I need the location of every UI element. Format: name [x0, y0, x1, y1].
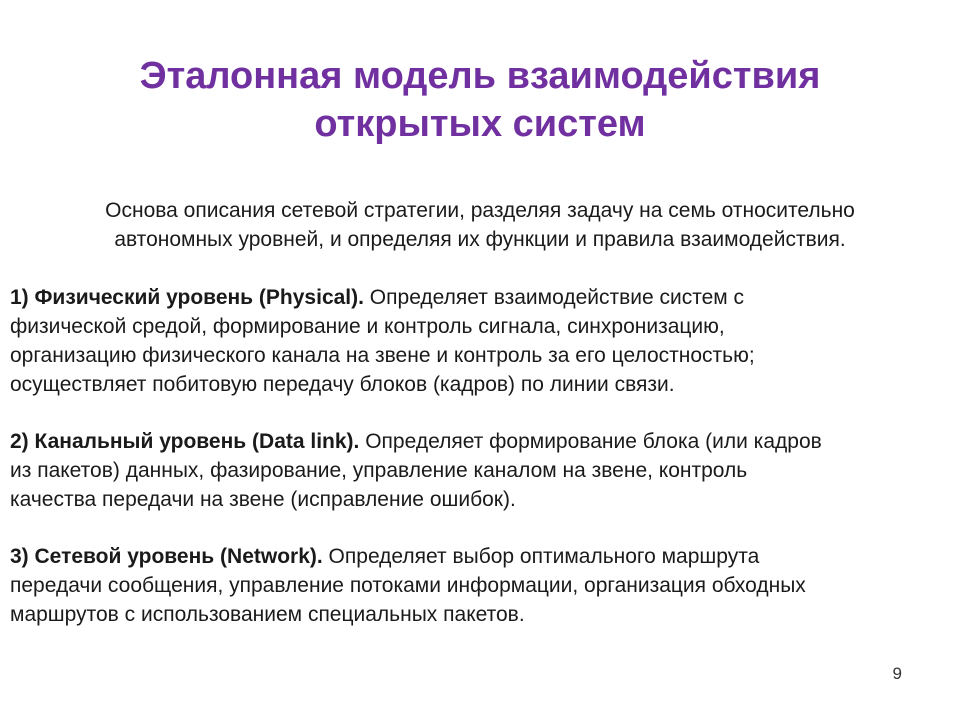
- layer-first-line: [10, 427, 930, 456]
- layer-heading: 2) Канальный уровень (Data link).: [10, 430, 360, 453]
- osi-layers-list: [10, 283, 930, 657]
- intro-line-1: Основа описания сетевой стратегии, разделяя задачу на семь относительно: [105, 199, 855, 222]
- slide-title: [40, 52, 920, 148]
- layer-physical: [10, 283, 930, 399]
- slide-title-line-1: Эталонная модель взаимодействия: [139, 55, 821, 97]
- layer-text-line: физической средой, формирование и контроль сигнала, синхронизацию,: [10, 315, 725, 338]
- intro-paragraph: [40, 196, 920, 254]
- layer-text: Определяет выбор оптимального маршрута: [322, 545, 760, 568]
- layer-data-link: [10, 427, 930, 514]
- layer-text-line: маршрутов с использованием специальных пакетов.: [10, 603, 525, 626]
- layer-network: [10, 542, 930, 629]
- layer-text-line: осуществляет побитовую передачу блоков (кадров) по линии связи.: [10, 373, 675, 396]
- page-number: 9: [892, 664, 902, 683]
- layer-text-line: организацию физического канала на звене и контроль за его целостностью;: [10, 344, 755, 367]
- layer-heading: 1) Физический уровень (Physical).: [10, 286, 364, 309]
- layer-text: Определяет формирование блока (или кадров: [359, 430, 822, 453]
- layer-first-line: [10, 283, 930, 312]
- intro-line-2: автономных уровней, и определяя их функции и правила взаимодействия.: [114, 228, 846, 251]
- layer-text: Определяет взаимодействие систем с: [363, 286, 745, 309]
- layer-text-line: передачи сообщения, управление потоками информации, организация обходных: [10, 574, 806, 597]
- layer-heading: 3) Сетевой уровень (Network).: [10, 545, 323, 568]
- layer-text-line: качества передачи на звене (исправление ошибок).: [10, 488, 516, 511]
- layer-first-line: [10, 542, 930, 571]
- layer-text-line: из пакетов) данных, фазирование, управление каналом на звене, контроль: [10, 459, 748, 482]
- slide-title-line-2: открытых систем: [314, 103, 646, 145]
